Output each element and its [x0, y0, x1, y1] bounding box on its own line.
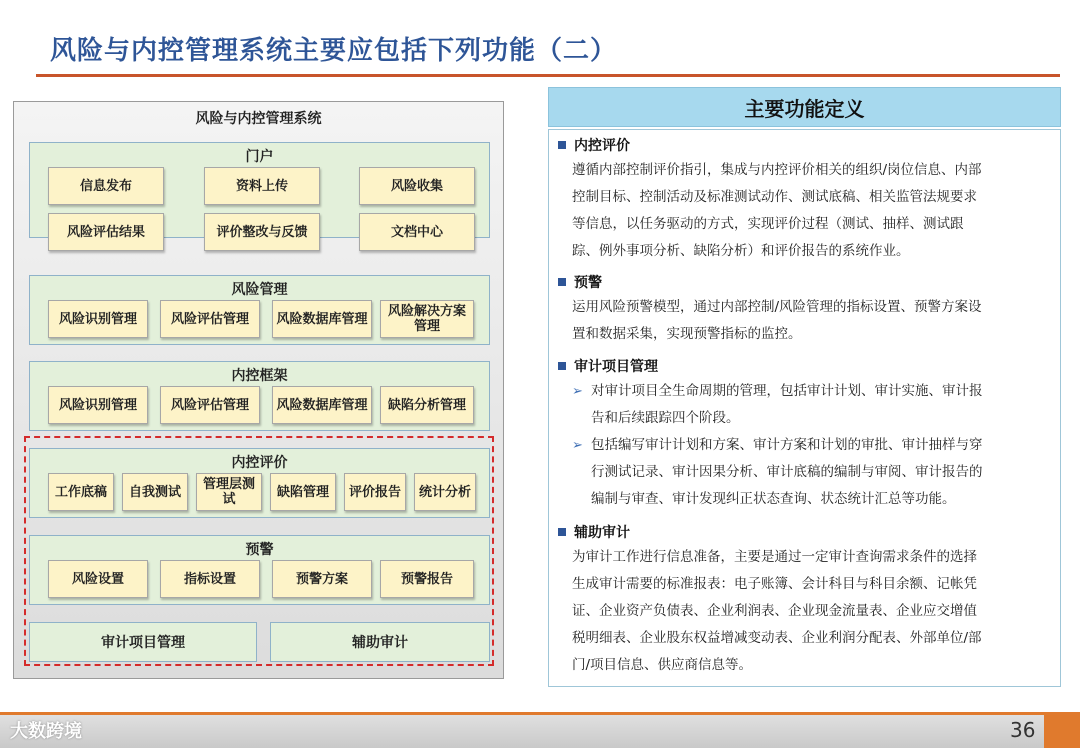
text-line: 告和后续跟踪四个阶段。 — [591, 410, 740, 426]
footer-stripe — [0, 712, 1080, 715]
box-risk-assess: 风险评估管理 — [160, 300, 260, 338]
section-warning — [558, 272, 1048, 348]
arrow-bullet-icon: ➢ — [572, 438, 583, 453]
text-line: 编制与审查、审计发现纠正状态查询、状态统计汇总等功能。 — [591, 491, 956, 507]
paragraph — [558, 544, 1048, 679]
section-evaluation — [558, 135, 1048, 265]
square-bullet-icon — [558, 278, 566, 286]
box-work-paper: 工作底稿 — [48, 473, 114, 511]
box-risk-identify: 风险识别管理 — [48, 300, 148, 338]
box-warning-report: 预警报告 — [380, 560, 474, 598]
definitions-header: 主要功能定义 — [548, 87, 1061, 127]
system-title: 风险与内控管理系统 — [195, 111, 322, 127]
text-line: 证、企业资产负债表、企业利润表、企业现金流量表、企业应交增值 — [572, 603, 977, 619]
box-defect-analysis: 缺陷分析管理 — [380, 386, 474, 424]
box-audit-project: 审计项目管理 — [29, 622, 257, 662]
box-framework-assess: 风险评估管理 — [160, 386, 260, 424]
list-item — [558, 378, 1048, 432]
section-audit-project — [558, 356, 1048, 513]
brand-logo: 大数跨境 — [10, 721, 82, 742]
group-portal — [29, 142, 490, 238]
text-line: 行测试记录、审计因果分析、审计底稿的编制与审阅、审计报告的 — [591, 464, 983, 480]
page-number: 36 — [1010, 718, 1036, 742]
list-item — [558, 432, 1048, 513]
title-divider — [36, 74, 1060, 77]
box-self-test: 自我测试 — [122, 473, 188, 511]
box-mgmt-test: 管理层测试 — [196, 473, 262, 511]
group-title-framework: 内控框架 — [231, 368, 288, 384]
group-warning — [29, 535, 490, 605]
paragraph — [558, 294, 1048, 348]
box-risk-result: 风险评估结果 — [48, 213, 164, 251]
box-eval-feedback: 评价整改与反馈 — [204, 213, 320, 251]
section-title: 内控评价 — [574, 138, 630, 154]
box-defect-mgmt: 缺陷管理 — [270, 473, 336, 511]
text-line: 遵循内部控制评价指引，集成与内控评价相关的组织/岗位信息、内部 — [572, 162, 982, 178]
square-bullet-icon — [558, 528, 566, 536]
footer-bar — [0, 712, 1080, 748]
group-control-framework — [29, 361, 490, 431]
text-line: 运用风险预警模型，通过内部控制/风险管理的指标设置、预警方案设 — [572, 299, 982, 315]
box-risk-setting: 风险设置 — [48, 560, 148, 598]
box-data-upload: 资料上传 — [204, 167, 320, 205]
box-risk-solution: 风险解决方案管理 — [380, 300, 474, 338]
box-warning-plan: 预警方案 — [272, 560, 372, 598]
box-doc-center: 文档中心 — [359, 213, 475, 251]
section-aux-audit — [558, 522, 1048, 679]
paragraph — [558, 157, 1048, 265]
text-line: 生成审计需要的标准报表：电子账簿、会计科目与科目余额、记帐凭 — [572, 576, 977, 592]
text-line: 踪、例外事项分析、缺陷分析）和评价报告的系统作业。 — [572, 243, 910, 259]
group-title-warning: 预警 — [245, 542, 274, 558]
square-bullet-icon — [558, 362, 566, 370]
group-risk-management — [29, 275, 490, 345]
box-aux-audit: 辅助审计 — [270, 622, 490, 662]
text-line: 门/项目信息、供应商信息等。 — [572, 657, 753, 673]
corner-accent — [1044, 712, 1080, 748]
group-control-evaluation — [29, 448, 490, 518]
box-risk-database: 风险数据库管理 — [272, 300, 372, 338]
text-line: 对审计项目全生命周期的管理，包括审计计划、审计实施、审计报 — [591, 383, 983, 399]
text-line: 税明细表、企业股东权益增减变动表、企业利润分配表、外部单位/部 — [572, 630, 982, 646]
text-line: 包括编写审计计划和方案、审计方案和计划的审批、审计抽样与穿 — [591, 437, 983, 453]
text-line: 置和数据采集，实现预警指标的监控。 — [572, 326, 802, 342]
box-eval-report: 评价报告 — [344, 473, 406, 511]
text-line: 等信息，以任务驱动的方式，实现评价过程（测试、抽样、测试跟 — [572, 216, 964, 232]
group-title-risk: 风险管理 — [231, 282, 288, 298]
text-line: 为审计工作进行信息准备，主要是通过一定审计查询需求条件的选择 — [572, 549, 977, 565]
box-indicator-setting: 指标设置 — [160, 560, 260, 598]
group-title-evaluation: 内控评价 — [231, 455, 288, 471]
text-line: 控制目标、控制活动及标准测试动作、测试底稿、相关监管法规要求 — [572, 189, 977, 205]
section-title: 预警 — [574, 275, 602, 291]
section-title: 辅助审计 — [574, 525, 630, 541]
square-bullet-icon — [558, 141, 566, 149]
box-risk-collect: 风险收集 — [359, 167, 475, 205]
definitions-panel — [548, 129, 1061, 687]
box-framework-database: 风险数据库管理 — [272, 386, 372, 424]
box-framework-identify: 风险识别管理 — [48, 386, 148, 424]
arrow-bullet-icon: ➢ — [572, 384, 583, 399]
system-diagram — [13, 101, 504, 679]
box-statistics: 统计分析 — [414, 473, 476, 511]
box-info-publish: 信息发布 — [48, 167, 164, 205]
section-title: 审计项目管理 — [574, 359, 658, 375]
page-title: 风险与内控管理系统主要应包括下列功能（二） — [50, 36, 618, 66]
group-title-portal: 门户 — [245, 149, 274, 165]
